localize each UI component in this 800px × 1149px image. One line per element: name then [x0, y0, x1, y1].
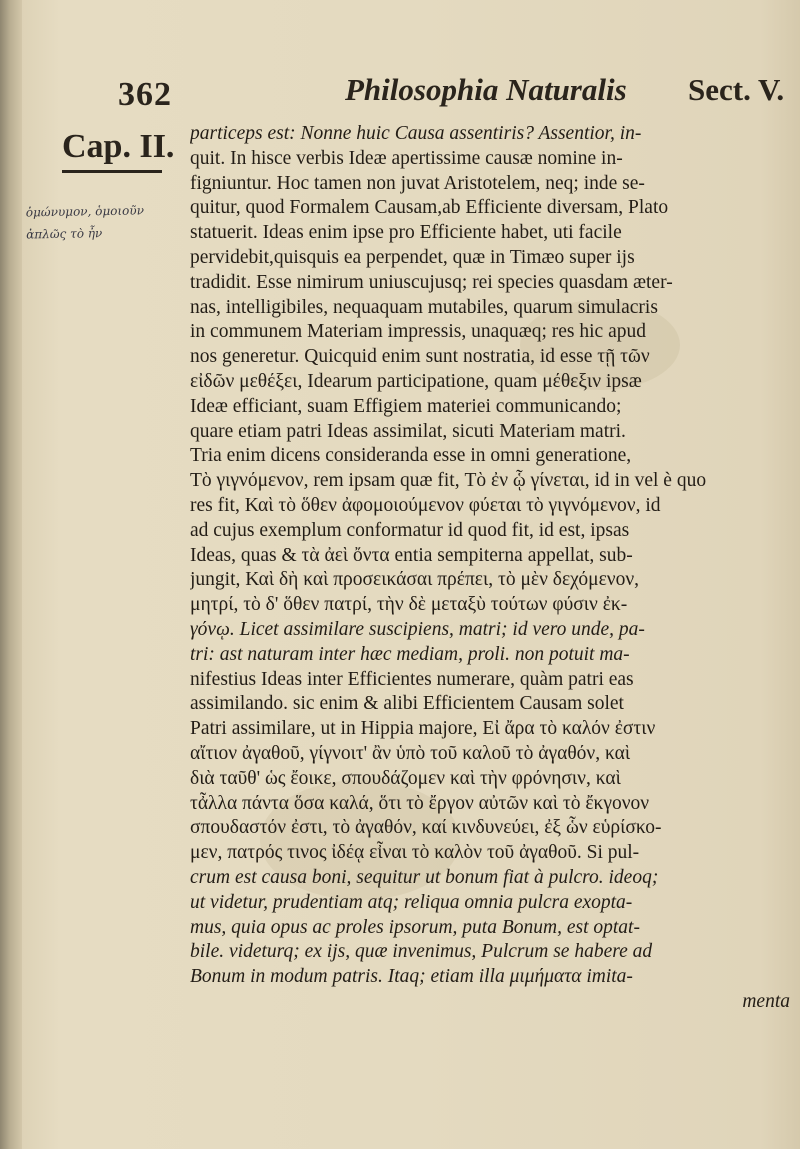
page-number: 362 — [118, 76, 172, 113]
body-line: διὰ ταῦθ' ὡς ἔοικε, σπουδάζομεν καὶ τὴν φρόνησιν, καὶ — [190, 767, 621, 789]
body-line: γόνῳ. Licet assimilare suscipiens, matri; id vero unde, pa- — [190, 618, 645, 640]
body-line: crum est causa boni, sequitur ut bonum fiat à pulcro. ideoq; — [190, 866, 659, 888]
body-line: particeps est: Nonne huic Causa assentiris? Assentior, in- — [190, 123, 642, 144]
body-line: jungit, Καὶ δὴ καὶ προσεικάσαι πρέπει, τὸ μὲν δεχόμενον, — [190, 569, 640, 591]
body-line: Patri assimilare, ut in Hippia majore, Εἰ ἄρα τὸ καλόν ἐστιν — [190, 718, 656, 740]
margin-note-line: ὁμώνυμον, ὁμοιοῦν — [25, 203, 145, 220]
body-line: bile. videturq; ex ijs, quæ invenimus, Pulcrum se habere ad — [190, 941, 653, 963]
body-line: quare etiam patri Ideas assimilat, sicuti Materiam matri. — [190, 420, 626, 442]
body-line: quitur, quod Formalem Causam,ab Efficiente diversam, Plato — [190, 197, 669, 219]
body-line: pervidebit,quisquis ea perpendet, quæ in Timæo super ijs — [190, 246, 635, 268]
body-line: tradidit. Esse nimirum uniuscujusq; rei species quasdam æter- — [190, 271, 673, 293]
body-line: res fit, Καὶ τὸ ὅθεν ἀφομοιούμενον φύεται τὸ γιγνόμενον, id — [190, 494, 661, 516]
body-line: tri: ast naturam inter hæc mediam, proli. non potuit ma- — [190, 643, 630, 665]
margin-note-line: ἀπλῶς τὸ ἦν — [26, 226, 103, 242]
body-line: Tria enim dicens consideranda esse in omni generatione, — [190, 445, 632, 467]
running-title: Philosophia Naturalis — [345, 72, 627, 107]
section-mark: Sect. V. — [688, 72, 785, 107]
body-line: in communem Materiam impressis, unaquæq; res hic apud — [190, 321, 646, 343]
body-line: menta — [742, 990, 790, 1012]
page-header — [90, 62, 790, 112]
body-line: quit. In hisce verbis Ideæ apertissime causæ nomine in- — [190, 147, 623, 169]
body-line: Ideas, quas & τὰ ἀεὶ ὄντα entia sempiterna appellat, sub- — [190, 544, 633, 566]
body-line: nifestius Ideas inter Efficientes numerare, quàm patri eas — [190, 668, 634, 690]
handwritten-margin-note — [26, 199, 197, 246]
body-line: Ideæ efficiant, suam Effigiem materiei communicando; — [190, 395, 622, 417]
body-line: mus, quia opus ac proles ipsorum, puta Bonum, est optat- — [190, 916, 640, 938]
body-line: nos generetur. Quicquid enim sunt nostratia, id esse τῇ τῶν — [190, 346, 650, 368]
body-line: σπουδαστόν ἐστι, τὸ ἀγαθόν, καί κινδυνεύει, ἐξ ὧν εὑρίσκο- — [190, 817, 662, 839]
body-line: εἰδῶν μεθέξει, Idearum participatione, quam μέθεξιν ipsæ — [190, 370, 642, 392]
body-line: μεν, πατρός τινος ἰδέᾳ εἶναι τὸ καλὸν τοῦ ἀγαθοῦ. Si pul- — [190, 842, 640, 864]
body-line: τἆλλα πάντα ὅσα καλά, ὅτι τὸ ἔργον αὐτῶν καὶ τὸ ἔκγονον — [190, 792, 650, 814]
body-line: ut videtur, prudentiam atq; reliqua omnia pulcra exopta- — [190, 891, 633, 913]
body-line: αἴτιον ἀγαθοῦ, γίγνοιτ' ἂν ὑπὸ τοῦ καλοῦ τὸ ἀγαθόν, καὶ — [190, 742, 631, 764]
book-gutter — [0, 0, 22, 1149]
body-line: Τὸ γιγνόμενον, rem ipsam quæ fit, Τὸ ἐν ᾧ γίνεται, id in vel è quo — [190, 470, 707, 492]
body-line: Bonum in modum patris. Itaq; etiam illa μιμήματα imita- — [190, 966, 633, 988]
body-line: figniuntur. Hoc tamen non juvat Aristotelem, neq; inde se- — [190, 172, 645, 194]
body-line: nas, intelligibiles, nequaquam mutabiles, quarum simulacris — [190, 296, 658, 318]
body-text — [190, 122, 790, 1015]
body-line: μητρί, τὸ δ' ὅθεν πατρί, τὴν δὲ μεταξὺ τούτων φύσιν ἐκ- — [190, 594, 628, 616]
chapter-label: Cap. II. — [62, 128, 175, 165]
body-line: assimilando. sic enim & alibi Efficientem Causam solet — [190, 693, 624, 715]
chapter-rule — [62, 170, 162, 173]
body-line: ad cujus exemplum conformatur id quod fit, id est, ipsas — [190, 519, 630, 541]
body-line: statuerit. Ideas enim ipse pro Efficiente habet, uti facile — [190, 222, 622, 244]
